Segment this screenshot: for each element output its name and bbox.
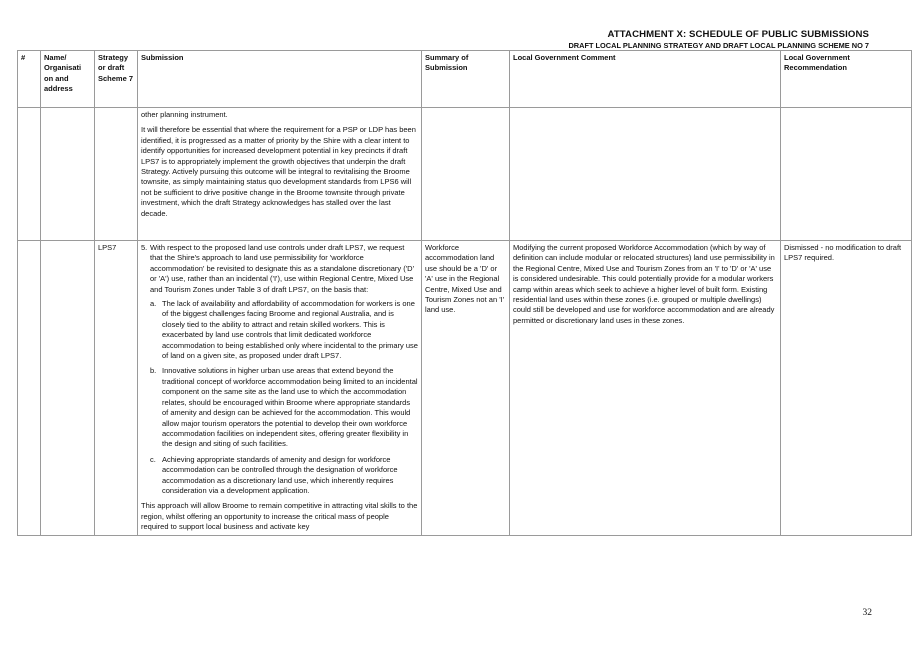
list-item-label: a. — [150, 299, 157, 309]
submissions-table — [17, 50, 912, 536]
cell-comment — [510, 108, 781, 241]
closing-paragraph: This approach will allow Broome to remain competitive in attracting vital skills to the region, whilst offering an opportunity to increase the critical mass of people required to support local business and activate key — [141, 501, 418, 532]
list-item — [150, 455, 418, 497]
submission-paragraph: other planning instrument. — [141, 110, 228, 119]
list-item-text: Innovative solutions in higher urban use areas that extend beyond the traditional concept of workforce accommodation being limited to an incidental component on the same site as the land use to which the accommodation relates, should be encouraged within Broome where appropriate standards of amenity and design can be achieved for the accommodation. This would allow major tourism operators the potential to develop their own workforce accommodation facilities on independent sites, offering greater flexibility in the design and siting of such facilities. — [162, 366, 418, 449]
col-header-name: Name/ Organisati on and address — [41, 51, 95, 108]
cell-comment: Modifying the current proposed Workforce Accommodation (which by way of definition can include modular or relocated structures) land use permissibility in the Regional Centre, Mixed Use and Tourism Zones from an 'I' to 'D' or 'A' use is considered undesirable. This could potentially provide for a modular workers camp within areas which seek to achieve a higher level of built form. Existing residential land uses within these zones (i.e. grouped or multiple dwellings) could still be developed and use for workforce accommodation and are already permitted or discretionary land uses in these zones. — [510, 241, 781, 536]
item-text: With respect to the proposed land use controls under draft LPS7, we request that the Shire's approach to land use permissibility for 'workforce accommodation' be revisited to designate this as a standalone discretionary ('D' or 'A') use, rather than an incidental ('I'), use within Regional Centre, Mixed Use and Tourism Zones under Table 3 of draft LPS7, on the basis that: — [150, 243, 415, 294]
cell-summary — [422, 108, 510, 241]
col-header-recommendation: Local Government Recommendation — [781, 51, 912, 108]
document-subtitle: DRAFT LOCAL PLANNING STRATEGY AND DRAFT LOCAL PLANNING SCHEME NO 7 — [568, 41, 869, 50]
list-item-label: c. — [150, 454, 156, 464]
cell-strategy: LPS7 — [95, 241, 138, 536]
cell-number — [18, 241, 41, 536]
col-header-strategy: Strategy or draft Scheme 7 — [95, 51, 138, 108]
cell-submission — [138, 241, 422, 536]
cell-recommendation — [781, 108, 912, 241]
cell-name — [41, 241, 95, 536]
col-header-summary: Summary of Submission — [422, 51, 510, 108]
col-header-submission: Submission — [138, 51, 422, 108]
cell-name — [41, 108, 95, 241]
table-row — [18, 241, 912, 536]
list-item-text: The lack of availability and affordability of accommodation for workers is one of the biggest challenges facing Broome and regional Australia, and is closely tied to the ability to attract and retain skilled workers. This is exacerbated by land use controls that limit dedicated workforce accommodation to being established only where incidental to the primary use of land on a given site, as proposed under draft LPS7. — [162, 299, 418, 361]
table-header-row — [18, 51, 912, 108]
page-number: 32 — [862, 608, 872, 618]
submission-paragraph: It will therefore be essential that where the requirement for a PSP or LDP has been identified, it is progressed as a matter of priority by the Shire with a clear intent to identify opportunities for increased development potential in key precincts if draft LPS7 is to appropriately implement the growth objectives that underpin the draft Strategy. Actively pursuing this outcome will be integral to revitalising the Broome townsite, as simply maintaining status quo development standards from LPS6 will not be sufficient to drive positive change in the Broome townsite through private investment, which the draft Strategy acknowledges has stalled over the last decade. — [141, 125, 416, 218]
item-number: 5. — [141, 243, 148, 252]
col-header-number: # — [18, 51, 41, 108]
list-item — [150, 366, 418, 449]
col-header-comment: Local Government Comment — [510, 51, 781, 108]
sub-item-list — [141, 299, 418, 496]
table-row — [18, 108, 912, 241]
list-item-text: Achieving appropriate standards of amenity and design for workforce accommodation can be controlled through the designation of workforce accommodation as a discretionary land use, which inherently requires consideration via a development application. — [162, 454, 398, 495]
cell-strategy — [95, 108, 138, 241]
cell-summary: Workforce accommodation land use should be a 'D' or 'A' use in the Regional Centre, Mixed Use and Tourism Zones not an 'I' land use. — [422, 241, 510, 536]
cell-number — [18, 108, 41, 241]
list-item-label: b. — [150, 366, 157, 376]
cell-recommendation: Dismissed - no modification to draft LPS7 required. — [781, 241, 912, 536]
list-item — [150, 299, 418, 361]
document-title: ATTACHMENT X: SCHEDULE OF PUBLIC SUBMISSIONS — [607, 29, 869, 40]
numbered-item — [141, 243, 418, 295]
cell-submission — [138, 108, 422, 241]
